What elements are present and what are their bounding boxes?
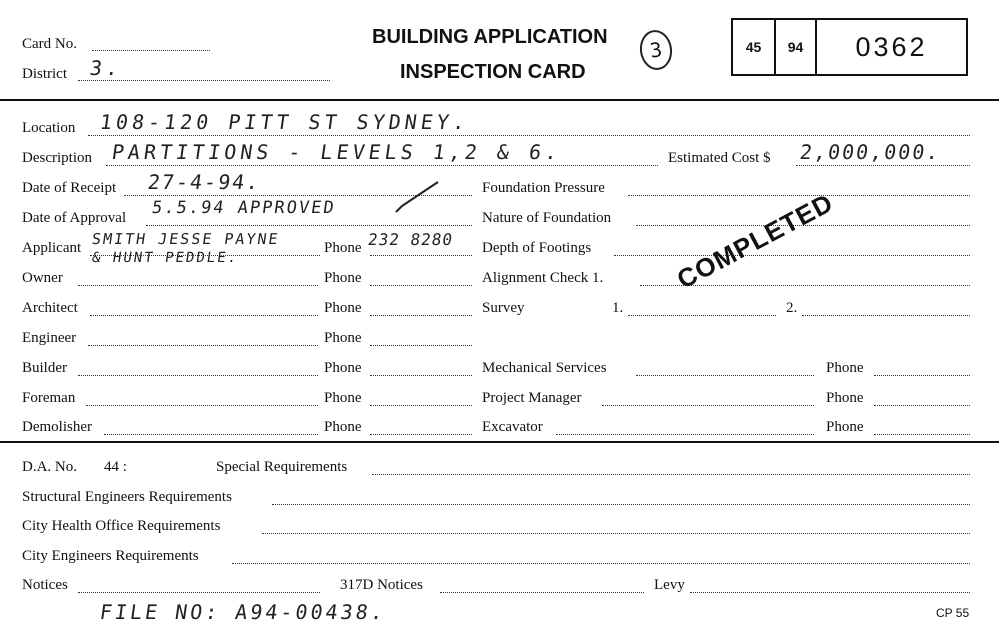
description-label: Description xyxy=(22,150,92,166)
builder-line xyxy=(78,375,318,376)
file-number: FILE NO: A94-00438. xyxy=(98,600,388,624)
location-line xyxy=(88,135,970,136)
description-line xyxy=(106,165,658,166)
date-approval-label: Date of Approval xyxy=(22,210,127,226)
foreman-label: Foreman xyxy=(22,390,76,406)
owner-label: Owner xyxy=(22,270,63,286)
applicant-label: Applicant xyxy=(22,240,82,256)
applicant-value-line2: & HUNT PEDDLE. xyxy=(90,250,240,266)
card-no-label: Card No. xyxy=(22,36,77,52)
demolisher-phone-line xyxy=(370,434,472,435)
survey-2-label: 2. xyxy=(786,300,798,316)
health-req-label: City Health Office Requirements xyxy=(22,518,221,534)
foreman-phone-line xyxy=(370,405,472,406)
demolisher-label: Demolisher xyxy=(22,419,92,435)
survey-1-label: 1. xyxy=(612,300,624,316)
special-requirements-label: Special Requirements xyxy=(216,459,348,475)
levy-label: Levy xyxy=(654,577,685,593)
architect-phone-label: Phone xyxy=(324,300,362,316)
da-no-label: D.A. No. xyxy=(22,459,77,475)
project-manager-phone-line xyxy=(874,405,970,406)
city-eng-req-line xyxy=(232,563,970,564)
builder-label: Builder xyxy=(22,360,67,376)
card-no-line xyxy=(92,50,210,51)
project-manager-line xyxy=(602,405,814,406)
demolisher-line xyxy=(104,434,318,435)
architect-phone-line xyxy=(370,315,472,316)
location-label: Location xyxy=(22,120,76,136)
builder-phone-line xyxy=(370,375,472,376)
demolisher-phone-label: Phone xyxy=(324,419,362,435)
excavator-line xyxy=(556,434,814,435)
applicant-phone-line xyxy=(370,255,472,256)
date-receipt-label: Date of Receipt xyxy=(22,180,117,196)
foundation-pressure-label: Foundation Pressure xyxy=(482,180,605,196)
owner-phone-line xyxy=(370,285,472,286)
description-value: PARTITIONS - LEVELS 1,2 & 6. xyxy=(110,140,563,164)
district-value: 3. xyxy=(88,56,124,80)
foreman-phone-label: Phone xyxy=(324,390,362,406)
survey-label: Survey xyxy=(482,300,525,316)
owner-phone-label: Phone xyxy=(324,270,362,286)
district-line xyxy=(78,80,330,81)
city-eng-req-label: City Engineers Requirements xyxy=(22,548,199,564)
architect-line xyxy=(90,315,318,316)
applicant-phone-label: Phone xyxy=(324,240,362,256)
health-req-line xyxy=(262,533,970,534)
date-approval-value: 5.5.94 APPROVED xyxy=(150,198,337,218)
estimated-cost-line xyxy=(796,165,970,166)
applicant-value-line1: SMITH JESSE PAYNE xyxy=(90,230,281,248)
notices-317d-label: 317D Notices xyxy=(340,577,423,593)
date-receipt-value: 27-4-94. xyxy=(146,170,263,194)
foundation-pressure-line xyxy=(628,195,970,196)
estimated-cost-value: 2,000,000. xyxy=(798,140,943,164)
depth-footings-line xyxy=(614,255,970,256)
builder-phone-label: Phone xyxy=(324,360,362,376)
excavator-phone-line xyxy=(874,434,970,435)
structural-req-line xyxy=(272,504,970,505)
engineer-label: Engineer xyxy=(22,330,77,346)
levy-line xyxy=(690,592,970,593)
notices-label: Notices xyxy=(22,577,68,593)
box-cell-2: 94 xyxy=(787,39,804,55)
form-title-line1: BUILDING APPLICATION xyxy=(372,26,608,48)
mechanical-services-label: Mechanical Services xyxy=(482,360,607,376)
engineer-phone-line xyxy=(370,345,472,346)
engineer-line xyxy=(88,345,318,346)
circled-number: 3 xyxy=(637,28,674,72)
excavator-label: Excavator xyxy=(482,419,543,435)
project-manager-phone-label: Phone xyxy=(826,390,864,406)
project-manager-label: Project Manager xyxy=(482,390,582,406)
mechanical-services-line xyxy=(636,375,814,376)
box-cell-1: 45 xyxy=(745,39,762,55)
form-title-line2: INSPECTION CARD xyxy=(400,61,586,83)
excavator-phone-label: Phone xyxy=(826,419,864,435)
architect-label: Architect xyxy=(22,300,78,316)
depth-footings-label: Depth of Footings xyxy=(482,240,592,256)
box-card-number: 0362 xyxy=(855,31,928,62)
structural-req-label: Structural Engineers Requirements xyxy=(22,489,232,505)
mechanical-phone-label: Phone xyxy=(826,360,864,376)
owner-line xyxy=(78,285,318,286)
form-code: CP 55 xyxy=(936,606,970,620)
special-requirements-line xyxy=(372,474,970,475)
mechanical-phone-line xyxy=(874,375,970,376)
nature-foundation-label: Nature of Foundation xyxy=(482,210,612,226)
notices-line xyxy=(78,592,320,593)
date-approval-line xyxy=(146,225,472,226)
notices-317d-line xyxy=(440,592,644,593)
applicant-phone-value: 232 8280 xyxy=(366,230,455,249)
header-rule xyxy=(0,99,999,101)
foreman-line xyxy=(86,405,318,406)
mid-rule xyxy=(0,441,999,443)
survey-1-line xyxy=(628,315,776,316)
estimated-cost-label: Estimated Cost $ xyxy=(668,150,771,166)
survey-2-line xyxy=(802,315,970,316)
engineer-phone-label: Phone xyxy=(324,330,362,346)
alignment-check-label: Alignment Check 1. xyxy=(482,270,604,286)
card-number-box xyxy=(731,18,968,76)
location-value: 108-120 PITT ST SYDNEY. xyxy=(98,110,471,134)
district-label: District xyxy=(22,66,67,82)
completed-stamp: COMPLETED xyxy=(672,187,839,295)
approval-tick-mark xyxy=(392,178,442,218)
da-no-value: 44 : xyxy=(104,459,127,475)
